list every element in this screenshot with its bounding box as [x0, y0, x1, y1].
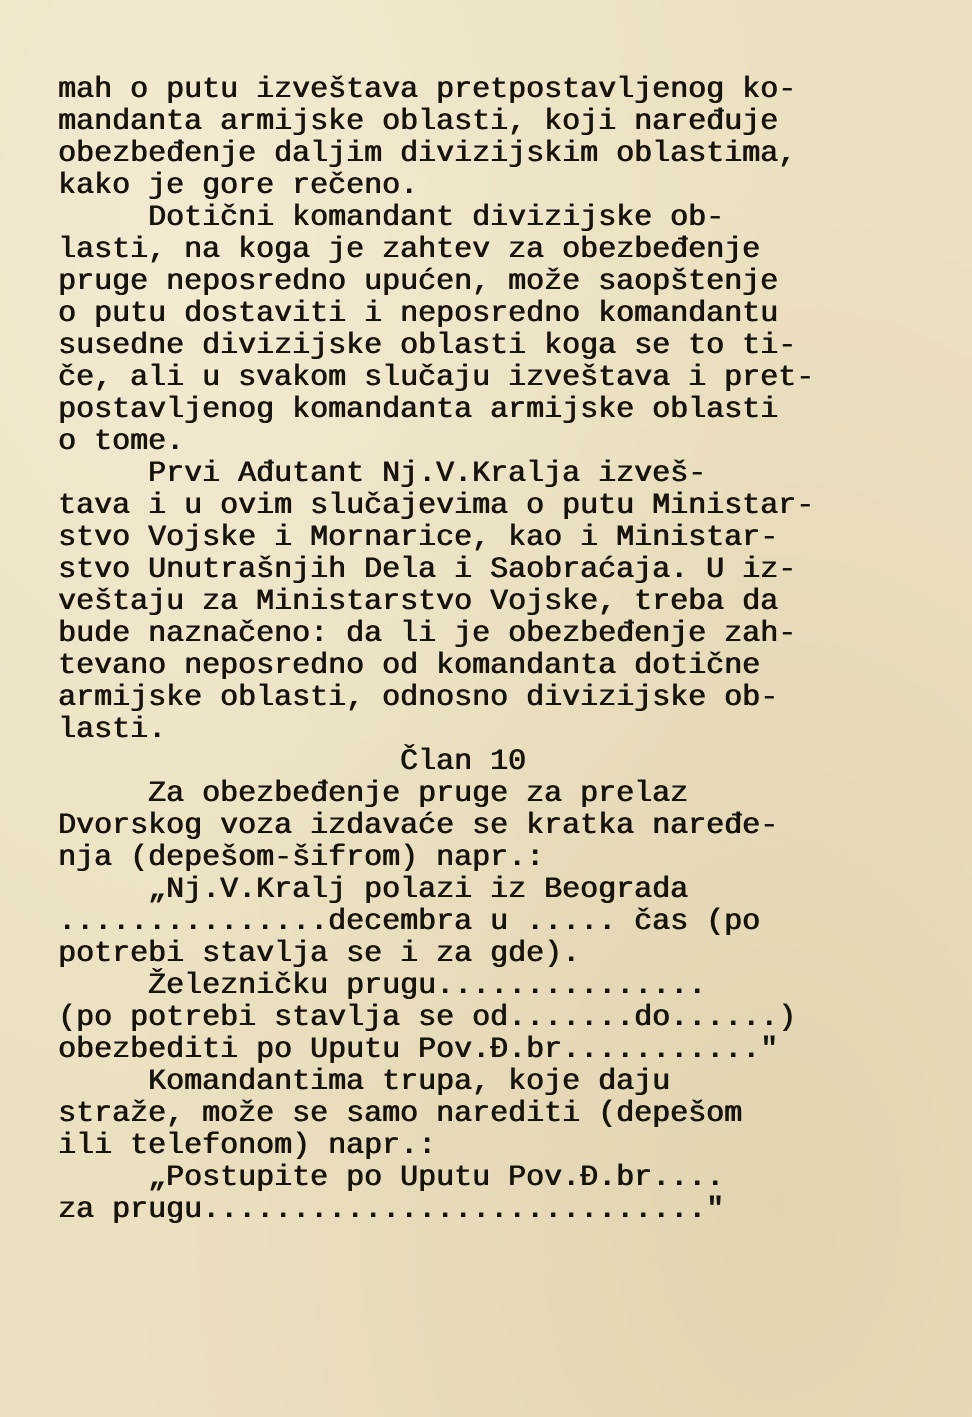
article-heading: Član 10	[400, 745, 527, 779]
text-line: tava i u ovim slučajevima o putu Ministar-	[58, 489, 815, 523]
text-line: „Nj.V.Kralj polazi iz Beograda	[58, 873, 689, 907]
text-line: nja (depešom-šifrom) napr.:	[58, 841, 545, 875]
text-line: „Postupite po Uputu Pov.Đ.br....	[58, 1161, 725, 1195]
text-line: Za obezbeđenje pruge za prelaz	[58, 777, 689, 811]
text-line: Železničku prugu...............	[58, 969, 707, 1003]
text-line: bude naznačeno: da li je obezbeđenje zah-	[58, 617, 797, 651]
text-line: pruge neposredno upućen, može saopštenje	[58, 265, 779, 299]
text-line: ...............decembra u ..... čas (po	[58, 905, 761, 939]
text-line: mah o putu izveštava pretpostavljenog ko-	[58, 73, 797, 107]
text-line: tevano neposredno od komandanta dotične	[58, 649, 761, 683]
text-line: obezbediti po Uputu Pov.Đ.br..........."	[58, 1033, 779, 1067]
text-line: veštaju za Ministarstvo Vojske, treba da	[58, 585, 779, 619]
text-line: stvo Vojske i Mornarice, kao i Ministar-	[58, 521, 779, 555]
text-line: ili telefonom) napr.:	[58, 1129, 437, 1163]
text-line: mandanta armijske oblasti, koji naređuje	[58, 105, 779, 139]
text-line: obezbeđenje daljim divizijskim oblastima,	[58, 137, 797, 171]
text-line: lasti.	[58, 713, 167, 747]
text-line: kako je gore rečeno.	[58, 169, 419, 203]
text-line: potrebi stavlja se i za gde).	[58, 937, 581, 971]
text-line: straže, može se samo narediti (depešom	[58, 1097, 743, 1131]
text-line: Dotični komandant divizijske ob-	[58, 201, 725, 235]
text-line: o putu dostaviti i neposredno komandantu	[58, 297, 779, 331]
text-line: lasti, na koga je zahtev za obezbeđenje	[58, 233, 761, 267]
text-line: o tome.	[58, 425, 185, 459]
text-line: armijske oblasti, odnosno divizijske ob-	[58, 681, 779, 715]
text-line: Prvi Ađutant Nj.V.Kralja izveš-	[58, 457, 707, 491]
text-line: za prugu............................"	[58, 1193, 725, 1227]
text-line: Dvorskog voza izdavaće se kratka naređe-	[58, 809, 779, 843]
text-line: (po potrebi stavlja se od.......do......)	[58, 1001, 797, 1035]
text-line: če, ali u svakom slučaju izveštava i pret-	[58, 361, 815, 395]
text-line: postavljenog komandanta armijske oblasti	[58, 393, 779, 427]
text-line: Komandantima trupa, koje daju	[58, 1065, 671, 1099]
text-line: susedne divizijske oblasti koga se to ti-	[58, 329, 797, 363]
text-line: stvo Unutrašnjih Dela i Saobraćaja. U iz-	[58, 553, 797, 587]
document-body	[58, 74, 918, 1226]
